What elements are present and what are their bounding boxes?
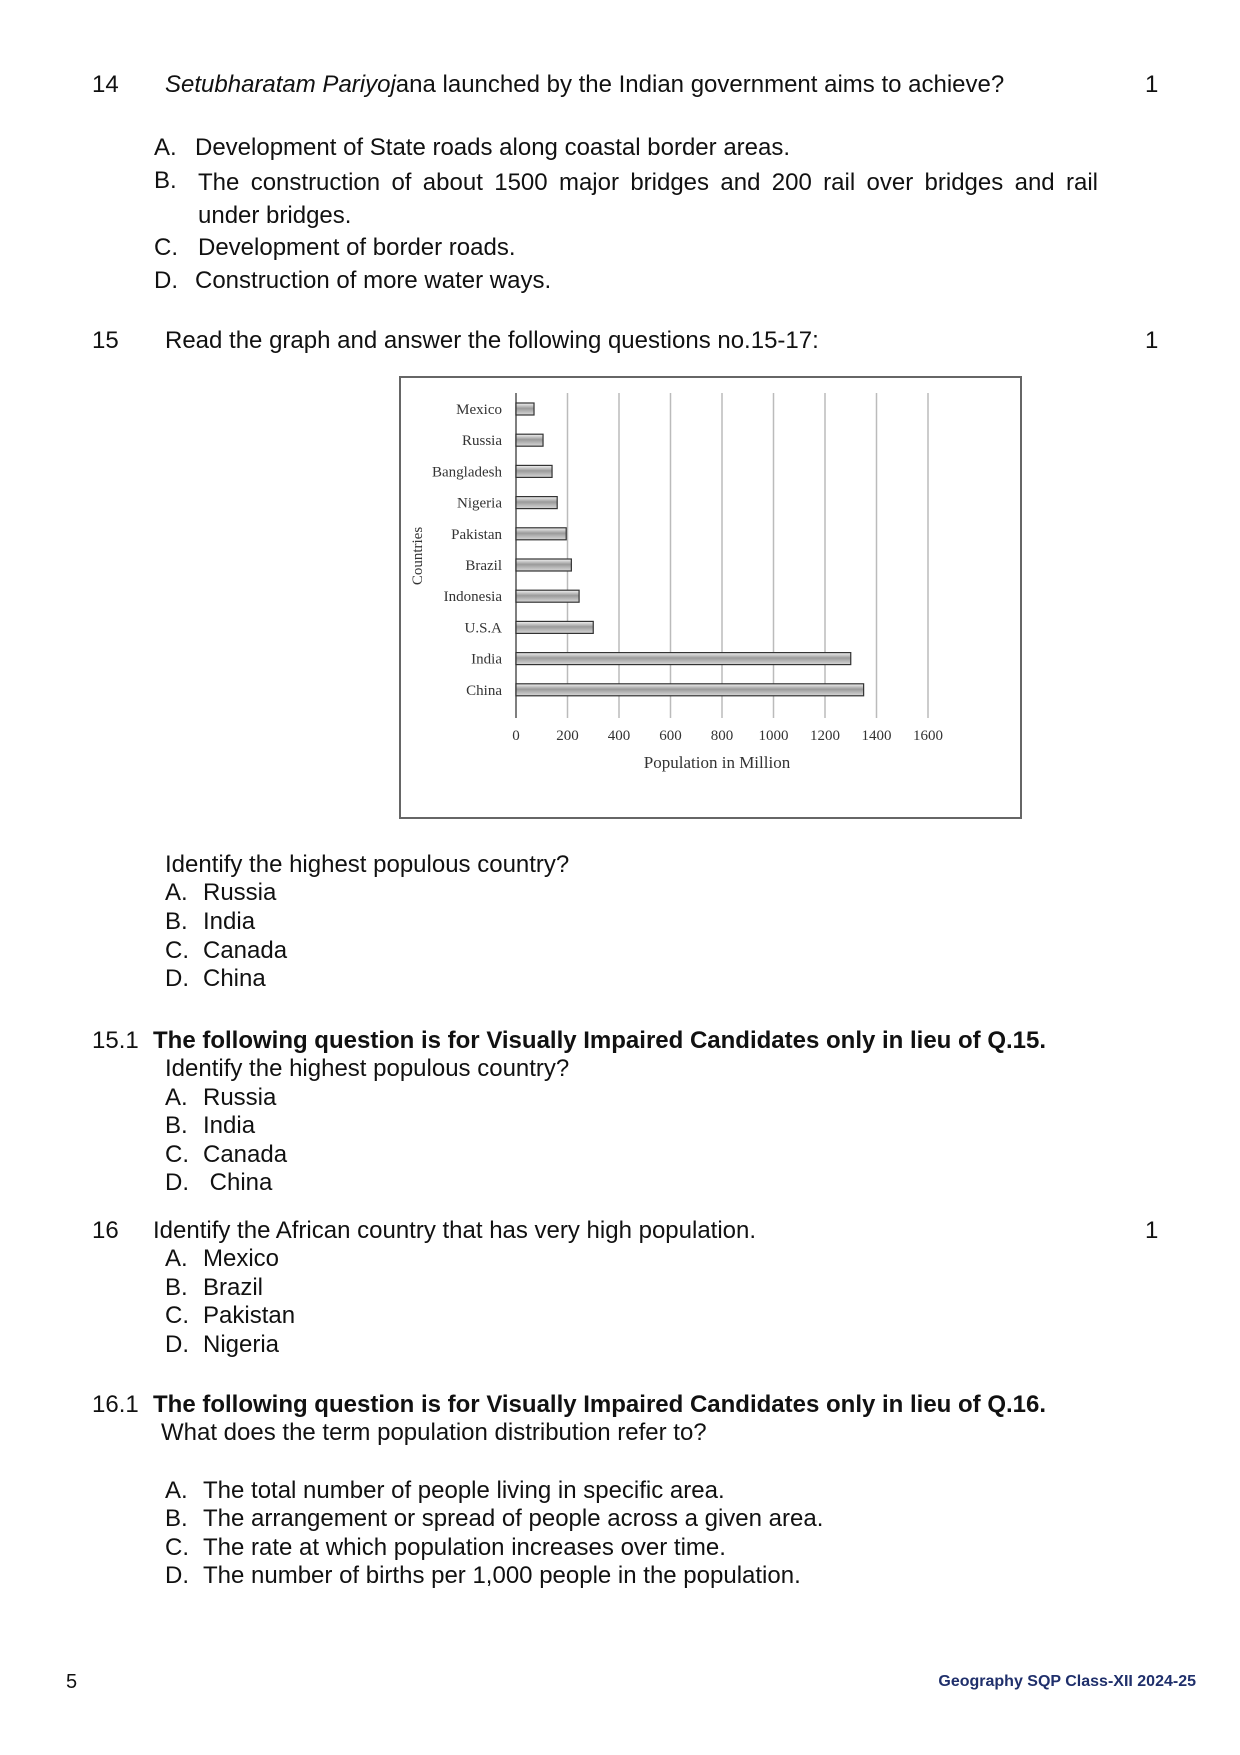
option-text: India bbox=[203, 908, 256, 935]
option bbox=[154, 133, 790, 162]
option-text: The arrangement or spread of people across a given area. bbox=[203, 1505, 824, 1532]
x-tick-label: 1600 bbox=[913, 728, 943, 744]
question-text: Identify the African country that has very high population. bbox=[153, 1217, 757, 1244]
option bbox=[165, 1330, 279, 1359]
option-letter: A. bbox=[165, 1084, 188, 1111]
option-text: The total number of people living in specific area. bbox=[203, 1477, 725, 1504]
option bbox=[165, 1561, 801, 1590]
option bbox=[165, 964, 266, 993]
marks: 1 bbox=[1145, 1217, 1159, 1244]
option-text: Pakistan bbox=[203, 1302, 296, 1329]
option-text: The construction of about 1500 major bridges and 200 rail over bridges and rail under bridges. bbox=[198, 169, 1098, 229]
option bbox=[165, 1140, 287, 1169]
option-text: Nigeria bbox=[203, 1331, 280, 1358]
bar bbox=[516, 497, 557, 509]
option-letter: A. bbox=[165, 1245, 188, 1272]
question-text bbox=[165, 70, 1004, 99]
option-text: The number of births per 1,000 people in the population. bbox=[203, 1562, 801, 1589]
bar bbox=[516, 465, 552, 477]
x-axis-label: Population in Million bbox=[643, 753, 791, 772]
option-letter: D. bbox=[165, 1562, 189, 1589]
question-number: 14 bbox=[92, 71, 119, 98]
population-bar-chart bbox=[399, 376, 1022, 819]
bar bbox=[516, 528, 566, 540]
x-tick-label: 1200 bbox=[810, 728, 840, 744]
category-label: Indonesia bbox=[443, 589, 502, 606]
option-letter: C. bbox=[165, 1141, 189, 1168]
option bbox=[165, 1111, 255, 1140]
x-tick-label: 200 bbox=[556, 728, 579, 744]
option-text: Canada bbox=[203, 1141, 288, 1168]
bar bbox=[516, 559, 571, 571]
option bbox=[165, 936, 287, 965]
visually-impaired-heading: The following question is for Visually Impaired Candidates only in lieu of Q.15. bbox=[153, 1027, 1047, 1054]
category-label: China bbox=[466, 682, 502, 699]
question-text: Identify the highest populous country? bbox=[165, 851, 570, 878]
category-label: Nigeria bbox=[457, 495, 502, 512]
bar bbox=[516, 621, 593, 633]
option-text: Russia bbox=[203, 1084, 277, 1111]
category-label: Brazil bbox=[465, 558, 502, 574]
category-label: Russia bbox=[461, 433, 502, 450]
option bbox=[165, 1301, 295, 1330]
option bbox=[165, 907, 255, 936]
x-tick-label: 1400 bbox=[861, 728, 892, 744]
page-number: 5 bbox=[66, 1671, 78, 1693]
option-letter: A. bbox=[154, 134, 177, 161]
option-letter: A. bbox=[165, 879, 188, 906]
option-text: India bbox=[203, 1112, 256, 1139]
category-label: Pakistan bbox=[451, 526, 502, 543]
option bbox=[165, 1083, 276, 1112]
chart-svg bbox=[401, 378, 1020, 817]
question-text: Identify the highest populous country? bbox=[165, 1055, 570, 1082]
option bbox=[165, 878, 276, 907]
option-text: Construction of more water ways. bbox=[195, 267, 552, 294]
visually-impaired-heading: The following question is for Visually Impaired Candidates only in lieu of Q.16. bbox=[153, 1391, 1047, 1418]
question-number: 15 bbox=[92, 327, 119, 354]
option-letter: B. bbox=[154, 167, 177, 194]
option-letter: C. bbox=[165, 937, 189, 964]
option-text: Brazil bbox=[203, 1274, 264, 1301]
bar bbox=[516, 590, 579, 602]
option-letter: A. bbox=[165, 1477, 188, 1504]
option-letter: C. bbox=[154, 234, 178, 261]
marks: 1 bbox=[1145, 327, 1159, 354]
question-number: 16 bbox=[92, 1217, 119, 1244]
option-text: Development of border roads. bbox=[198, 234, 516, 261]
option bbox=[165, 1476, 725, 1505]
option-letter: C. bbox=[165, 1534, 189, 1561]
x-tick-label: 1000 bbox=[758, 728, 789, 744]
option-letter: B. bbox=[165, 908, 188, 935]
option bbox=[154, 233, 516, 262]
footer-title: Geography SQP Class-XII 2024-25 bbox=[938, 1673, 1196, 1690]
x-tick-label: 600 bbox=[659, 728, 682, 744]
option bbox=[165, 1168, 272, 1197]
category-label: India bbox=[471, 651, 502, 668]
category-label: Bangladesh bbox=[432, 464, 502, 481]
option-letter: D. bbox=[165, 1169, 189, 1196]
bar bbox=[516, 403, 534, 415]
question-number: 15.1 bbox=[92, 1027, 139, 1054]
marks: 1 bbox=[1145, 71, 1159, 98]
option-letter: D. bbox=[165, 1331, 189, 1358]
category-label: U.S.A bbox=[464, 620, 502, 637]
option-text: Development of State roads along coastal border areas. bbox=[195, 134, 791, 161]
question-text-italic: Setubharatam Pariyoj bbox=[165, 71, 396, 98]
option bbox=[165, 1504, 823, 1533]
option-text: Canada bbox=[203, 937, 288, 964]
bar bbox=[516, 434, 543, 446]
x-tick-label: 800 bbox=[710, 728, 734, 744]
option bbox=[154, 266, 551, 295]
y-axis-label: Countries bbox=[410, 526, 426, 586]
option-letter: B. bbox=[165, 1505, 188, 1532]
bar bbox=[516, 684, 864, 696]
option-text: Russia bbox=[203, 879, 277, 906]
option bbox=[165, 1273, 263, 1302]
option-text: China bbox=[203, 1169, 273, 1196]
question-text: What does the term population distribution refer to? bbox=[161, 1419, 707, 1446]
option-letter: D. bbox=[154, 267, 178, 294]
option-text: The rate at which population increases over time. bbox=[203, 1534, 726, 1561]
option-letter: C. bbox=[165, 1302, 189, 1329]
option bbox=[165, 1244, 279, 1273]
question-intro: Read the graph and answer the following questions no.15-17: bbox=[165, 327, 819, 354]
option bbox=[165, 1533, 726, 1562]
option-text: Mexico bbox=[203, 1245, 280, 1272]
option-letter: D. bbox=[165, 965, 189, 992]
question-number: 16.1 bbox=[92, 1391, 139, 1418]
bar bbox=[516, 653, 851, 665]
x-tick-label: 0 bbox=[512, 728, 520, 744]
option-letter: B. bbox=[165, 1274, 188, 1301]
question-text-rest: ana launched by the Indian government aims to achieve? bbox=[395, 71, 1005, 98]
category-label: Mexico bbox=[456, 402, 502, 418]
x-tick-label: 400 bbox=[607, 728, 631, 744]
option-text: China bbox=[203, 965, 266, 992]
option bbox=[154, 166, 198, 195]
option-letter: B. bbox=[165, 1112, 188, 1139]
